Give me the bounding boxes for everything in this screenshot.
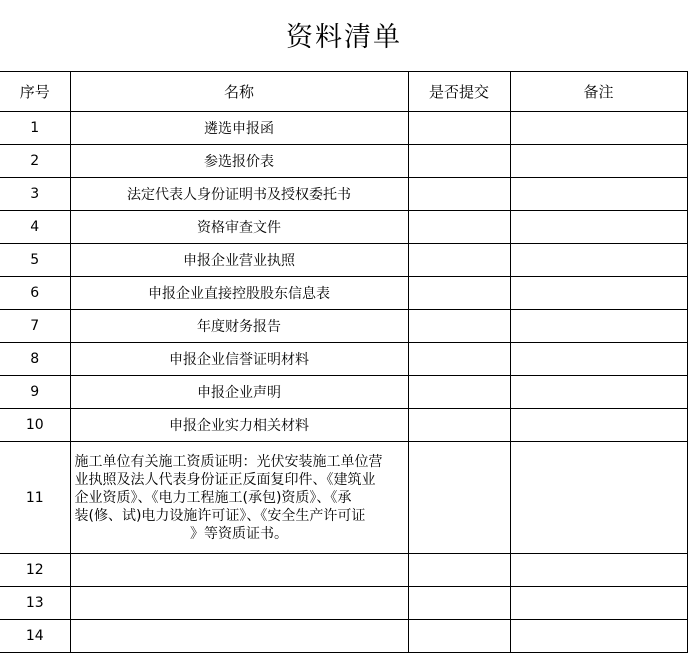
row-name[interactable] bbox=[70, 620, 408, 653]
header-seq: 序号 bbox=[0, 72, 70, 112]
row-name: 遴选申报函 bbox=[70, 112, 408, 145]
row-name-line: 装(修、试)电力设施许可证》、《安全生产许可证 bbox=[74, 507, 366, 524]
row-seq: 4 bbox=[0, 211, 70, 244]
row-name: 参选报价表 bbox=[70, 145, 408, 178]
header-submitted: 是否提交 bbox=[408, 72, 510, 112]
table-row bbox=[0, 310, 687, 343]
row-name: 申报企业声明 bbox=[70, 376, 408, 409]
row-remarks-cell[interactable] bbox=[510, 211, 687, 244]
row-submitted-cell[interactable] bbox=[408, 554, 510, 587]
row-remarks-cell[interactable] bbox=[510, 409, 687, 442]
document-checklist-table bbox=[0, 71, 688, 653]
row-seq: 1 bbox=[0, 112, 70, 145]
row-seq: 13 bbox=[0, 587, 70, 620]
page-title: 资料清单 bbox=[286, 22, 402, 53]
row-name-line: 业执照及法人代表身份证正反面复印件、《建筑业 bbox=[74, 471, 376, 488]
row-remarks-cell[interactable] bbox=[510, 442, 687, 554]
row-name bbox=[70, 442, 408, 554]
row-name-line: 施工单位有关施工资质证明：光伏安装施工单位营 bbox=[74, 453, 383, 470]
row-remarks-cell[interactable] bbox=[510, 554, 687, 587]
row-remarks-cell[interactable] bbox=[510, 145, 687, 178]
row-name: 资格审查文件 bbox=[70, 211, 408, 244]
row-name[interactable] bbox=[70, 554, 408, 587]
row-remarks-cell[interactable] bbox=[510, 178, 687, 211]
row-submitted-cell[interactable] bbox=[408, 442, 510, 554]
row-submitted-cell[interactable] bbox=[408, 409, 510, 442]
row-name: 申报企业营业执照 bbox=[70, 244, 408, 277]
table-row bbox=[0, 145, 687, 178]
table-row bbox=[0, 244, 687, 277]
header-name: 名称 bbox=[70, 72, 408, 112]
row-submitted-cell[interactable] bbox=[408, 244, 510, 277]
row-remarks-cell[interactable] bbox=[510, 343, 687, 376]
table-row bbox=[0, 587, 687, 620]
row-submitted-cell[interactable] bbox=[408, 620, 510, 653]
row-remarks-cell[interactable] bbox=[510, 310, 687, 343]
row-submitted-cell[interactable] bbox=[408, 587, 510, 620]
table-row bbox=[0, 343, 687, 376]
row-remarks-cell[interactable] bbox=[510, 587, 687, 620]
table-row bbox=[0, 554, 687, 587]
row-seq: 3 bbox=[0, 178, 70, 211]
table-row bbox=[0, 442, 687, 554]
row-submitted-cell[interactable] bbox=[408, 178, 510, 211]
row-name[interactable] bbox=[70, 587, 408, 620]
row-submitted-cell[interactable] bbox=[408, 376, 510, 409]
row-name: 申报企业信誉证明材料 bbox=[70, 343, 408, 376]
row-submitted-cell[interactable] bbox=[408, 211, 510, 244]
table-row bbox=[0, 112, 687, 145]
row-name-line: 》等资质证书。 bbox=[190, 525, 288, 542]
row-seq: 12 bbox=[0, 554, 70, 587]
row-seq: 10 bbox=[0, 409, 70, 442]
row-submitted-cell[interactable] bbox=[408, 277, 510, 310]
table-row bbox=[0, 211, 687, 244]
row-submitted-cell[interactable] bbox=[408, 145, 510, 178]
row-seq: 8 bbox=[0, 343, 70, 376]
table-row bbox=[0, 376, 687, 409]
table-row bbox=[0, 277, 687, 310]
row-remarks-cell[interactable] bbox=[510, 376, 687, 409]
row-submitted-cell[interactable] bbox=[408, 343, 510, 376]
table-row bbox=[0, 178, 687, 211]
row-name: 法定代表人身份证明书及授权委托书 bbox=[70, 178, 408, 211]
row-seq: 2 bbox=[0, 145, 70, 178]
row-name: 申报企业直接控股股东信息表 bbox=[70, 277, 408, 310]
row-seq: 14 bbox=[0, 620, 70, 653]
row-name: 申报企业实力相关材料 bbox=[70, 409, 408, 442]
row-submitted-cell[interactable] bbox=[408, 112, 510, 145]
row-seq: 9 bbox=[0, 376, 70, 409]
row-remarks-cell[interactable] bbox=[510, 620, 687, 653]
table-header-row bbox=[0, 72, 687, 112]
table-row bbox=[0, 409, 687, 442]
header-remarks: 备注 bbox=[510, 72, 687, 112]
row-name: 年度财务报告 bbox=[70, 310, 408, 343]
row-remarks-cell[interactable] bbox=[510, 277, 687, 310]
row-remarks-cell[interactable] bbox=[510, 244, 687, 277]
table-row bbox=[0, 620, 687, 653]
row-submitted-cell[interactable] bbox=[408, 310, 510, 343]
row-remarks-cell[interactable] bbox=[510, 112, 687, 145]
row-seq: 11 bbox=[0, 442, 70, 554]
row-seq: 6 bbox=[0, 277, 70, 310]
row-seq: 5 bbox=[0, 244, 70, 277]
row-seq: 7 bbox=[0, 310, 70, 343]
row-name-line: 企业资质》、《电力工程施工(承包)资质》、《承 bbox=[74, 489, 352, 506]
